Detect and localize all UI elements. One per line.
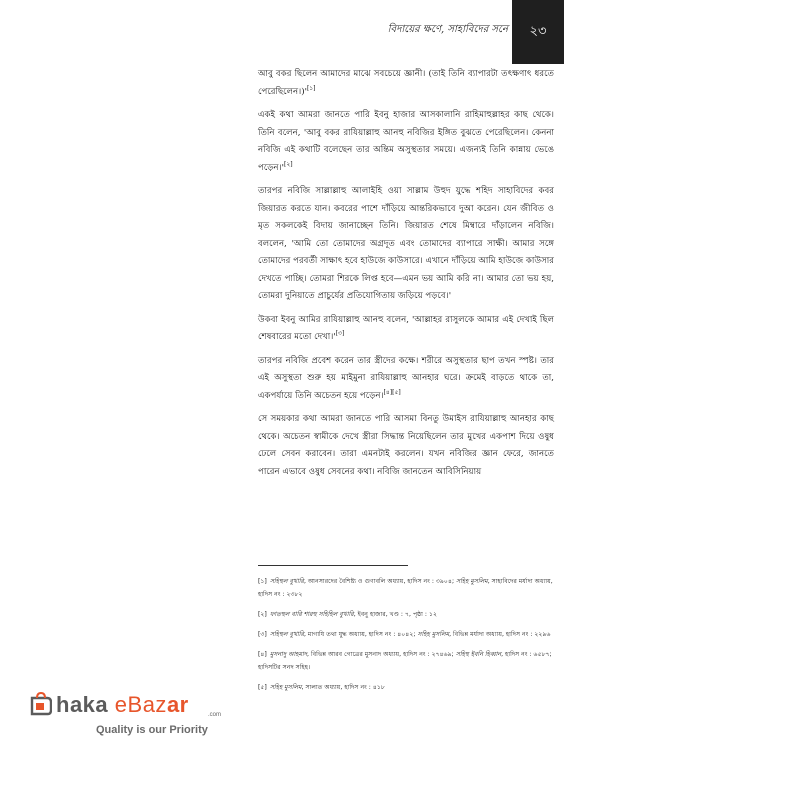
paragraph-2-text: একই কথা আমরা জানতে পারি ইবনু হাজার আসকালানি রাহিমাহুল্লাহর কাছ থেকে। তিনি বলেন, 'আবু বকর রাযিয়াল্লাহু আনহু নবিজির ইঙ্গিত বুঝতে পেরেছিলেন। কেননা নবিজি এই কথাটি বলেছেন তার অন্তিম অসুস্থতার সময়ে। এজন্যই তিনি কান্নায় ভেঙে পড়েন।' [258,110,554,173]
footnote-4 [258,648,554,674]
brand-part-1: haka [56,692,109,717]
paragraph-4 [258,312,554,347]
footnote-number: [৩] [258,631,267,638]
footnote-ref-1[interactable]: [১] [306,84,316,92]
paragraph-1 [258,66,554,101]
footnote-ref-4-5[interactable]: [৪][৫] [383,388,401,396]
footnote-text: , সাহাবিদের মর্যাদা অধ্যায়, হাদিস নং : ২৩৮২ [258,578,553,598]
footnote-number: [১] [258,578,267,585]
footnote-text: , হাদিস নং : ৬৫৮৭; হাদিসটির সনদ সহিহ। [258,651,552,671]
footnote-book: ফাতহুল বারি শারহু সহিহিল বুখারি [269,611,354,618]
brand-part-2: eBaz [114,692,167,717]
footnote-5 [258,681,554,694]
paragraph-5-text: তারপর নবিজি প্রবেশ করেন তার স্ত্রীদের কক্ষে। শরীরে অসুস্থতার ছাপ তখন স্পষ্ট। তার এই অসুস্থতা শুরু হয় মাইমুনা রাযিয়াল্লাহু আনহার ঘরে। ক্রমেই বাড়তে থাকে তা, একপর্যায়ে তিনি অচেতন হয়ে পড়েন। [258,355,554,401]
footnote-number: [৫] [258,684,267,691]
footnote-ref-3[interactable]: [৩] [335,330,345,338]
footnote-book: সহিহুল বুখারি [269,631,304,638]
footnote-book: মুসনাদু আহমাদ [269,651,308,658]
paragraph-1-text: আবু বকর ছিলেন আমাদের মাঝে সবচেয়ে জ্ঞানী। (তাই তিনি ব্যাপারটা তৎক্ষণাৎ ধরতে পেরেছিলেন।)' [258,69,554,97]
paragraph-2 [258,107,554,177]
footnote-3 [258,628,554,641]
footnote-book: সহিহুল বুখারি [269,578,304,585]
page-header [258,0,556,46]
brand-name [56,692,189,718]
footnote-book: সহিহ মুসলিম [456,578,488,585]
paragraph-5 [258,353,554,406]
footnote-ref-2[interactable]: [২] [284,160,293,168]
dhaka-ebazar-watermark [30,690,270,742]
footnote-text: , মাগাযি তথা যুদ্ধ অধ্যায়, হাদিস নং : ৪০৪২; [303,631,418,638]
footnote-text: , সালাত অধ্যায়, হাদিস নং : ৪১৮ [301,684,385,691]
paragraph-6: সে সময়কার কথা আমরা জানতে পারি আসমা বিনতু উমাইস রাযিয়াল্লাহু আনহার কাছ থেকে। অচেতন স্বামীকে দেখে স্ত্রীরা সিদ্ধান্ত নিয়েছিলেন তার মুখের একপাশ দিয়ে ওষুধ ঢেলে সেবন করাবেন। তারা এমনটাই করলেন। যখন নবিজির জ্ঞান ফেরে, জানতে পারেন এভাবে ওষুধ সেবনের কথা। নবিজি জানতেন আবিসিনিয়ায় [258,414,554,477]
footnote-text: , আনসারদের বৈশিষ্ট্য ও গুণাবলি অধ্যায়, হাদিস নং : ৩৯০৪; [303,578,457,585]
footnote-number: [৪] [258,651,267,658]
paragraph-3: তারপর নবিজি সাল্লাল্লাহু আলাইহি ওয়া সাল্লাম উহুদ যুদ্ধে শহিদ সাহাবিদের কবর জিয়ারত করতে যান। কবরের পাশে দাঁড়িয়ে আন্তরিকভাবে দুআ করেন। যেন জীবিত ও মৃত সকলকেই বিদায় জানাচ্ছেন তিনি। জিয়ারত শেষে মিম্বারে দাঁড়ালেন নবিজি। বললেন, 'আমি তো তোমাদের অগ্রদূত এবং তোমাদের ব্যাপারে সাক্ষী। আমার সঙ্গে তোমাদের পরবর্তী সাক্ষাৎ হবে হাউজে কাউসারে। এখানে দাঁড়িয়ে আমি হাউজে কাউসার দেখতে পাচ্ছি। তোমরা শিরকে লিপ্ত হবে—এমন ভয় আমি করি না। আমার তো ভয় হয়, তোমরা দুনিয়াতে প্রাচুর্যের প্রতিযোগিতায় জড়িয়ে পড়বে।' [258,186,554,301]
footnote-book: সহিহ মুসলিম [417,631,450,638]
brand-domain: .com [208,712,222,718]
footnote-book: সহিহ মুসলিম [269,684,302,691]
page-number [512,0,564,64]
brand-tagline: Quality is our Priority [96,724,208,736]
shopping-bag-logo-icon [30,692,52,716]
footnote-text: , বিভিন্ন আরব গোত্রের মুসনাদ অধ্যায়, হাদিস নং : ২৭৪৬৯; [307,651,456,658]
footnotes [258,575,554,701]
footnote-text: , ইবনু হাজার, খণ্ড : ৭, পৃষ্ঠা : ১২ [353,611,438,618]
footnote-book: সহিহু ইবনি হিব্বান [455,651,502,658]
body-text [258,66,554,487]
running-head: বিদায়ের ক্ষণে, সাহাবিদের সনে [387,24,508,35]
footnote-number: [২] [258,611,267,618]
footnote-1 [258,575,554,601]
paragraph-4-text: উকবা ইবনু আমির রাযিয়াল্লাহু আনহু বলেন, 'আল্লাহর রাসুলকে আমার এই দেখাই ছিল শেষবারের মতো দেখা।' [258,314,554,342]
footnote-2 [258,608,554,621]
page-number-text: ২৩ [529,23,547,39]
brand-part-3: ar [166,692,189,717]
footnote-text: , বিভিন্ন মর্যাদা অধ্যায়, হাদিস নং : ২২৯৬ [449,631,551,638]
footnote-divider [258,565,408,566]
